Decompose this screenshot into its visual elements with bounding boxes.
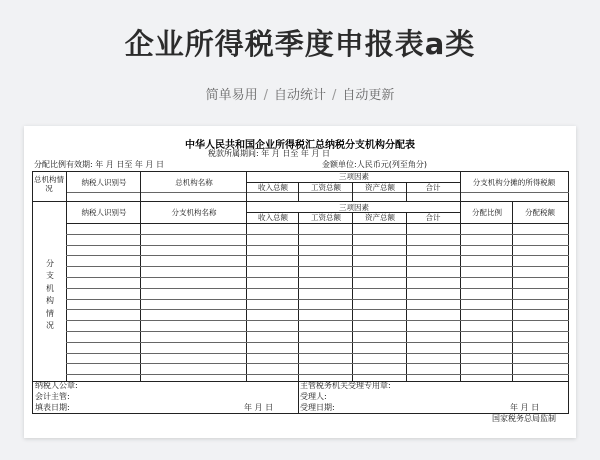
form-title: 中华人民共和国企业所得税汇总纳税分支机构分配表 [185,140,415,151]
accept-date-value: 年 月 日 [510,403,540,412]
grid-line [66,299,569,300]
currency-unit: 金额单位:人民币元(列至角分) [322,160,427,169]
form-sheet [24,126,576,438]
grid-line [352,182,353,202]
grid-line [66,234,569,235]
grid-line [66,277,569,278]
branch-assets-header: 资产总额 [365,213,395,222]
ratio-period: 分配比例有效期: 年 月 日至 年 月 日 [34,160,164,169]
grid-line [66,363,569,364]
main-taxpayer-id-header: 纳税人识别号 [81,178,127,187]
grid-line [66,374,569,375]
tax-period: 税款所属期间: 年 月 日至 年 月 日 [208,149,330,158]
branch-income-header: 收入总额 [258,213,288,222]
main-org-name-header: 总机构名称 [175,178,213,187]
branch-org-label: 分 支 机 构 情 况 [46,259,54,330]
grid-line [298,212,299,382]
taxpayer-seal: 纳税人公章: [35,381,78,390]
grid-line [298,182,299,202]
supervisor-note: 国家税务总局监制 [492,414,556,423]
tag-auto-update: 自动更新 [342,88,395,103]
grid-line [66,288,569,289]
main-assets-header: 资产总额 [365,183,395,192]
tag-separator: / [263,88,268,103]
branch-total-header: 合计 [425,213,441,222]
tag-separator: / [332,88,337,103]
accounting-supervisor: 会计主管: [35,392,70,401]
receiver: 受理人: [300,392,327,401]
tag-easy: 简单易用 [205,88,258,103]
grid-line [66,255,569,256]
grid-line [66,331,569,332]
branch-org-name-header: 分支机构名称 [171,208,217,217]
branch-wages-header: 工资总额 [311,213,341,222]
fill-date-label: 填表日期: [35,403,70,412]
main-total-header: 合计 [425,183,441,192]
grid-line [32,201,569,202]
page-title: 企业所得税季度申报表a类 [124,27,476,61]
grid-line [352,212,353,382]
main-wages-header: 工资总额 [311,183,341,192]
grid-line [32,171,569,172]
tag-auto-stat: 自动统计 [273,88,326,103]
grid-line [66,309,569,310]
grid-line [32,413,569,414]
feature-tags [0,84,600,103]
branch-ratio-header: 分配比例 [472,208,502,217]
grid-line [406,212,407,382]
grid-line [298,381,299,414]
fill-date-value: 年 月 日 [244,403,274,412]
grid-line [32,171,33,414]
accept-date-label: 受理日期: [300,403,335,412]
grid-line [66,245,569,246]
main-income-header: 收入总额 [258,183,288,192]
authority-seal: 主管税务机关受理专用章: [300,381,391,390]
grid-line [66,223,569,224]
grid-line [66,353,569,354]
grid-line [512,201,513,382]
grid-line [66,266,569,267]
grid-line [66,342,569,343]
main-allocated-tax-header: 分支机构分摊的所得税额 [472,178,556,187]
grid-line [406,182,407,202]
branch-tax-header: 分配税额 [525,208,555,217]
grid-line [568,171,569,414]
branch-factors-header: 三项因素 [339,203,369,212]
main-factors-header: 三项因素 [339,172,369,181]
branch-taxpayer-id-header: 纳税人识别号 [81,208,127,217]
grid-line [66,320,569,321]
main-org-label: 总机构情况 [34,175,64,193]
